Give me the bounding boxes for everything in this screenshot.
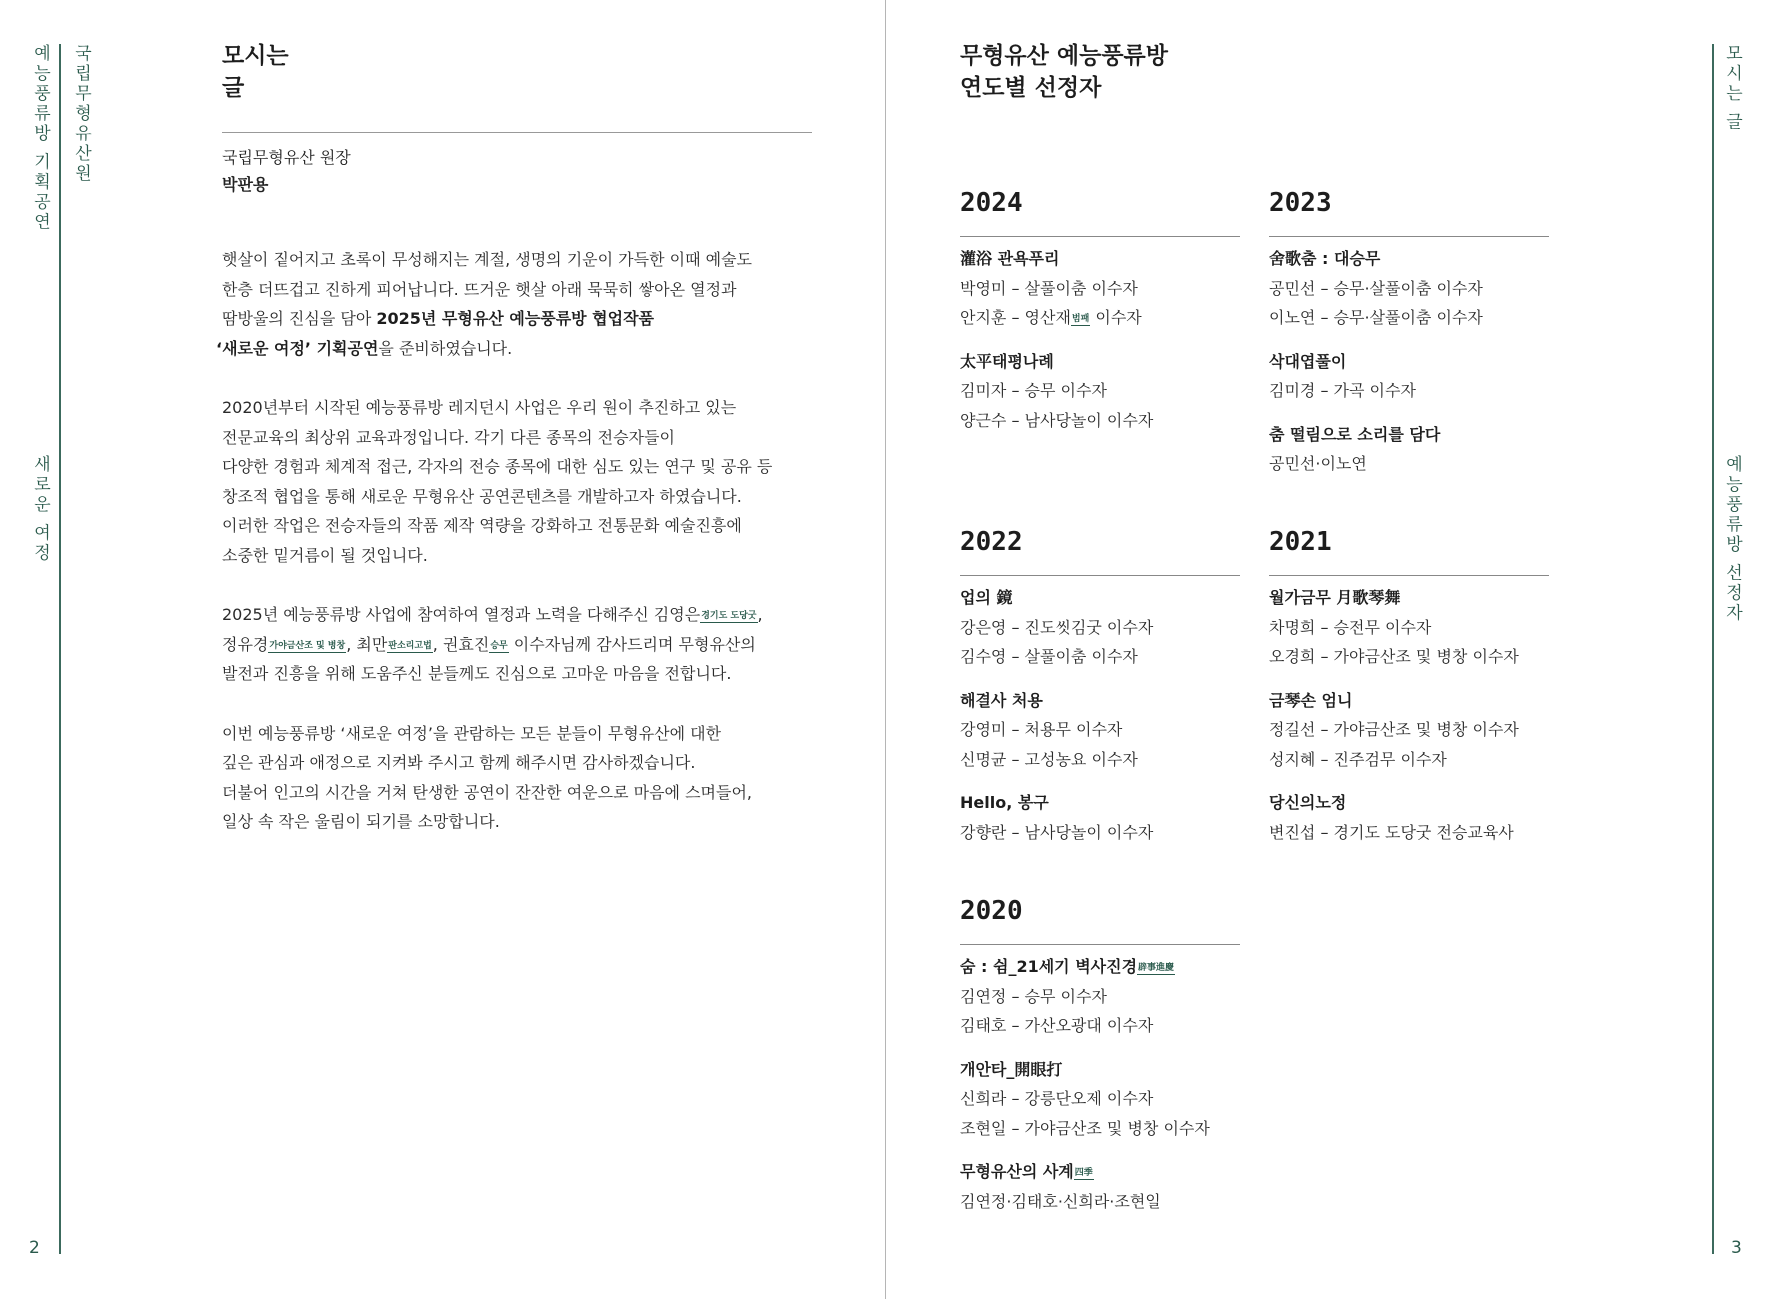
work-title: 舍歌춤 : 대승무	[1269, 249, 1381, 268]
performer: 공민선·이노연	[1269, 454, 1367, 473]
author-title: 국립무형유산 원장	[222, 148, 351, 167]
side-rule	[1712, 44, 1714, 1254]
performer: 강은영 – 진도씻김굿 이수자	[960, 617, 1154, 637]
performer: 정길선 – 가야금산조 및 병창 이수자	[1269, 720, 1519, 739]
side-title-letter: 모시는 글	[1722, 44, 1742, 133]
work-item	[960, 347, 1250, 436]
text-run: 땀방울의 진심을 담아	[222, 309, 377, 329]
text-line	[222, 304, 822, 334]
ruby-annotation: 범패	[1071, 314, 1090, 324]
year-2022-entries	[960, 583, 1250, 861]
work-title: 당신의노정	[1269, 793, 1347, 812]
page-number: 2	[29, 1238, 40, 1258]
text-line: 2020년부터 시작된 예능풍류방 레지던시 사업은 우리 원이 추진하고 있는	[222, 397, 737, 417]
ruby-annotation: 승무	[490, 640, 508, 651]
page-title-line1: 모시는	[222, 43, 289, 69]
text-run: 2025년 예능풍류방 사업에 참여하여 열정과 노력을 다해주신 김영은	[222, 605, 701, 625]
text-run: 정유경	[222, 634, 269, 654]
text-line: 햇살이 짙어지고 초록이 무성해지는 계절, 생명의 기운이 가득한 이때 예술도	[222, 250, 752, 269]
performer: 김수영 – 살풀이춤 이수자	[960, 647, 1138, 666]
year-2021-entries	[1269, 583, 1559, 861]
right-page	[886, 0, 1772, 1299]
author-name: 박판용	[222, 175, 269, 194]
performer: 공민선 – 승무·살풀이춤 이수자	[1269, 278, 1483, 298]
performer: 강향란 – 남사당놀이 이수자	[960, 822, 1154, 842]
emphasis-text: 2025년 무형유산 예능풍류방 협업작품	[376, 309, 655, 329]
text-run: 이수자	[1090, 308, 1142, 327]
paragraph-1	[216, 245, 822, 363]
ruby-annotation: 가야금산조 및 병창	[269, 640, 346, 651]
performer: 오경희 – 가야금산조 및 병창 이수자	[1269, 647, 1519, 666]
work-item	[960, 583, 1250, 672]
year-rule	[1269, 236, 1549, 237]
year-2023-heading: 2023	[1269, 188, 1332, 218]
text-run: 이수자님께 감사드리며 무형유산의	[508, 634, 756, 654]
title-rule	[222, 132, 812, 133]
text-line: 창조적 협업을 통해 새로운 무형유산 공연콘텐츠를 개발하고자 하였습니다.	[222, 486, 742, 506]
work-item	[960, 1157, 1250, 1216]
work-item	[1269, 244, 1559, 333]
text-line: 소중한 밑거름이 될 것입니다.	[222, 545, 428, 565]
work-title: Hello, 봉구	[960, 793, 1049, 812]
paragraph-3	[222, 600, 822, 689]
ruby-annotation: 四季	[1074, 1168, 1093, 1178]
performer: 조현일 – 가야금산조 및 병창 이수자	[960, 1118, 1210, 1138]
year-2023-entries	[1269, 244, 1559, 493]
performer: 김미경 – 가곡 이수자	[1269, 381, 1416, 400]
year-2021-heading: 2021	[1269, 527, 1332, 557]
side-title-selected: 예능풍류방 선정자	[1722, 455, 1742, 624]
text-line: 발전과 진흥을 위해 도움주신 분들께도 진심으로 고마운 마음을 전합니다.	[222, 664, 732, 684]
work-title: 춤 떨림으로 소리를 담다	[1269, 424, 1441, 444]
work-item	[1269, 583, 1559, 672]
work-title: 太平태평나례	[960, 351, 1054, 371]
side-title-institute: 국립무형유산원	[71, 44, 91, 184]
left-page	[0, 0, 885, 1299]
side-rule	[59, 44, 61, 1254]
text-line	[222, 600, 822, 630]
work-title: 삭대엽풀이	[1269, 351, 1347, 371]
work-item	[1269, 686, 1559, 775]
performer: 박영미 – 살풀이춤 이수자	[960, 278, 1138, 298]
text-line: 한층 더뜨겁고 진하게 피어납니다. 뜨거운 햇살 아래 묵묵히 쌓아온 열정과	[222, 279, 737, 299]
text-line: 이번 예능풍류방 ‘새로운 여정’을 관람하는 모든 분들이 무형유산에 대한	[222, 723, 722, 743]
work-item	[1269, 347, 1559, 406]
performer: 양근수 – 남사당놀이 이수자	[960, 410, 1154, 430]
text-line: 깊은 관심과 애정으로 지켜봐 주시고 함께 해주시면 감사하겠습니다.	[222, 753, 696, 773]
year-2024-heading: 2024	[960, 188, 1023, 218]
year-2020-heading: 2020	[960, 896, 1023, 926]
work-title: 업의 鏡	[960, 588, 1013, 607]
year-rule	[1269, 575, 1549, 576]
year-2022-heading: 2022	[960, 527, 1023, 557]
performer: 강영미 – 처용무 이수자	[960, 720, 1123, 739]
work-item	[960, 686, 1250, 775]
work-title: 해결사 처용	[960, 690, 1043, 710]
ruby-annotation: 경기도 도당굿	[701, 611, 757, 622]
side-title-program: 예능풍류방 기획공연	[30, 44, 50, 233]
page-title	[222, 40, 289, 104]
work-title	[960, 1157, 1250, 1187]
work-item	[1269, 788, 1559, 847]
performer: 신명균 – 고성농요 이수자	[960, 749, 1138, 769]
performer: 신희라 – 강릉단오제 이수자	[960, 1089, 1154, 1108]
performer: 변진섭 – 경기도 도당굿 전승교육사	[1269, 822, 1514, 842]
performer: 김연정·김태호·신희라·조현일	[960, 1191, 1161, 1211]
work-title	[960, 952, 1250, 982]
performer: 차명희 – 승전무 이수자	[1269, 617, 1432, 637]
performer: 김태호 – 가산오광대 이수자	[960, 1016, 1154, 1035]
text-line	[222, 630, 822, 660]
text-line: 전문교육의 최상위 교육과정입니다. 각기 다른 종목의 전승자들이	[222, 427, 675, 447]
ruby-annotation: 辟事進慶	[1138, 963, 1175, 973]
text-run: 을 준비하였습니다.	[378, 338, 513, 358]
performer: 성지혜 – 진주검무 이수자	[1269, 749, 1447, 769]
text-line	[216, 334, 822, 364]
work-title: 개안타_開眼打	[960, 1059, 1063, 1079]
side-subtitle: 새로운 여정	[30, 455, 50, 564]
paragraph-4	[222, 719, 822, 837]
text-line: 다양한 경험과 체계적 접근, 각자의 전승 종목에 대한 심도 있는 연구 및 공유 등	[222, 457, 773, 477]
author-block	[222, 144, 351, 198]
text-run: ,	[757, 605, 763, 625]
ruby-annotation: 판소리고법	[388, 640, 432, 651]
page-title-line1: 무형유산 예능풍류방	[960, 43, 1168, 69]
text-line: 일상 속 작은 울림이 되기를 소망합니다.	[222, 812, 500, 832]
text-run: , 권효진	[432, 634, 490, 654]
performer: 김미자 – 승무 이수자	[960, 381, 1107, 400]
text-run: 무형유산의 사계	[960, 1162, 1074, 1181]
emphasis-text: ‘새로운 여정’ 기획공연	[216, 338, 379, 358]
year-rule	[960, 575, 1240, 576]
work-item	[960, 788, 1250, 847]
work-item	[960, 1055, 1250, 1144]
page-title-line2: 연도별 선정자	[960, 75, 1102, 101]
paragraph-2	[222, 393, 822, 571]
page-title	[960, 40, 1168, 104]
performer	[960, 303, 1250, 333]
work-title: 灌浴 관욕푸리	[960, 249, 1060, 268]
text-run: 숨 : 쉼_21세기 벽사진경	[960, 957, 1138, 976]
letter-body	[216, 245, 822, 866]
text-line: 더불어 인고의 시간을 거쳐 탄생한 공연이 잔잔한 여운으로 마음에 스며들어,	[222, 782, 752, 802]
year-2024-entries	[960, 244, 1250, 449]
page-title-line2: 글	[222, 75, 245, 101]
work-title: 금琴손 엄니	[1269, 690, 1353, 710]
text-run: 안지훈 – 영산재	[960, 308, 1071, 327]
year-2020-entries	[960, 952, 1250, 1230]
performer: 김연정 – 승무 이수자	[960, 986, 1107, 1006]
year-rule	[960, 236, 1240, 237]
work-item	[1269, 420, 1559, 479]
work-item	[960, 244, 1250, 333]
text-line: 이러한 작업은 전승자들의 작품 제작 역량을 강화하고 전통문화 예술진흥에	[222, 516, 742, 536]
year-rule	[960, 944, 1240, 945]
work-item	[960, 952, 1250, 1041]
performer: 이노연 – 승무·살풀이춤 이수자	[1269, 308, 1483, 327]
page-number: 3	[1731, 1238, 1742, 1258]
work-title: 월가금무 月歌琴舞	[1269, 588, 1401, 607]
text-run: , 최만	[346, 634, 388, 654]
